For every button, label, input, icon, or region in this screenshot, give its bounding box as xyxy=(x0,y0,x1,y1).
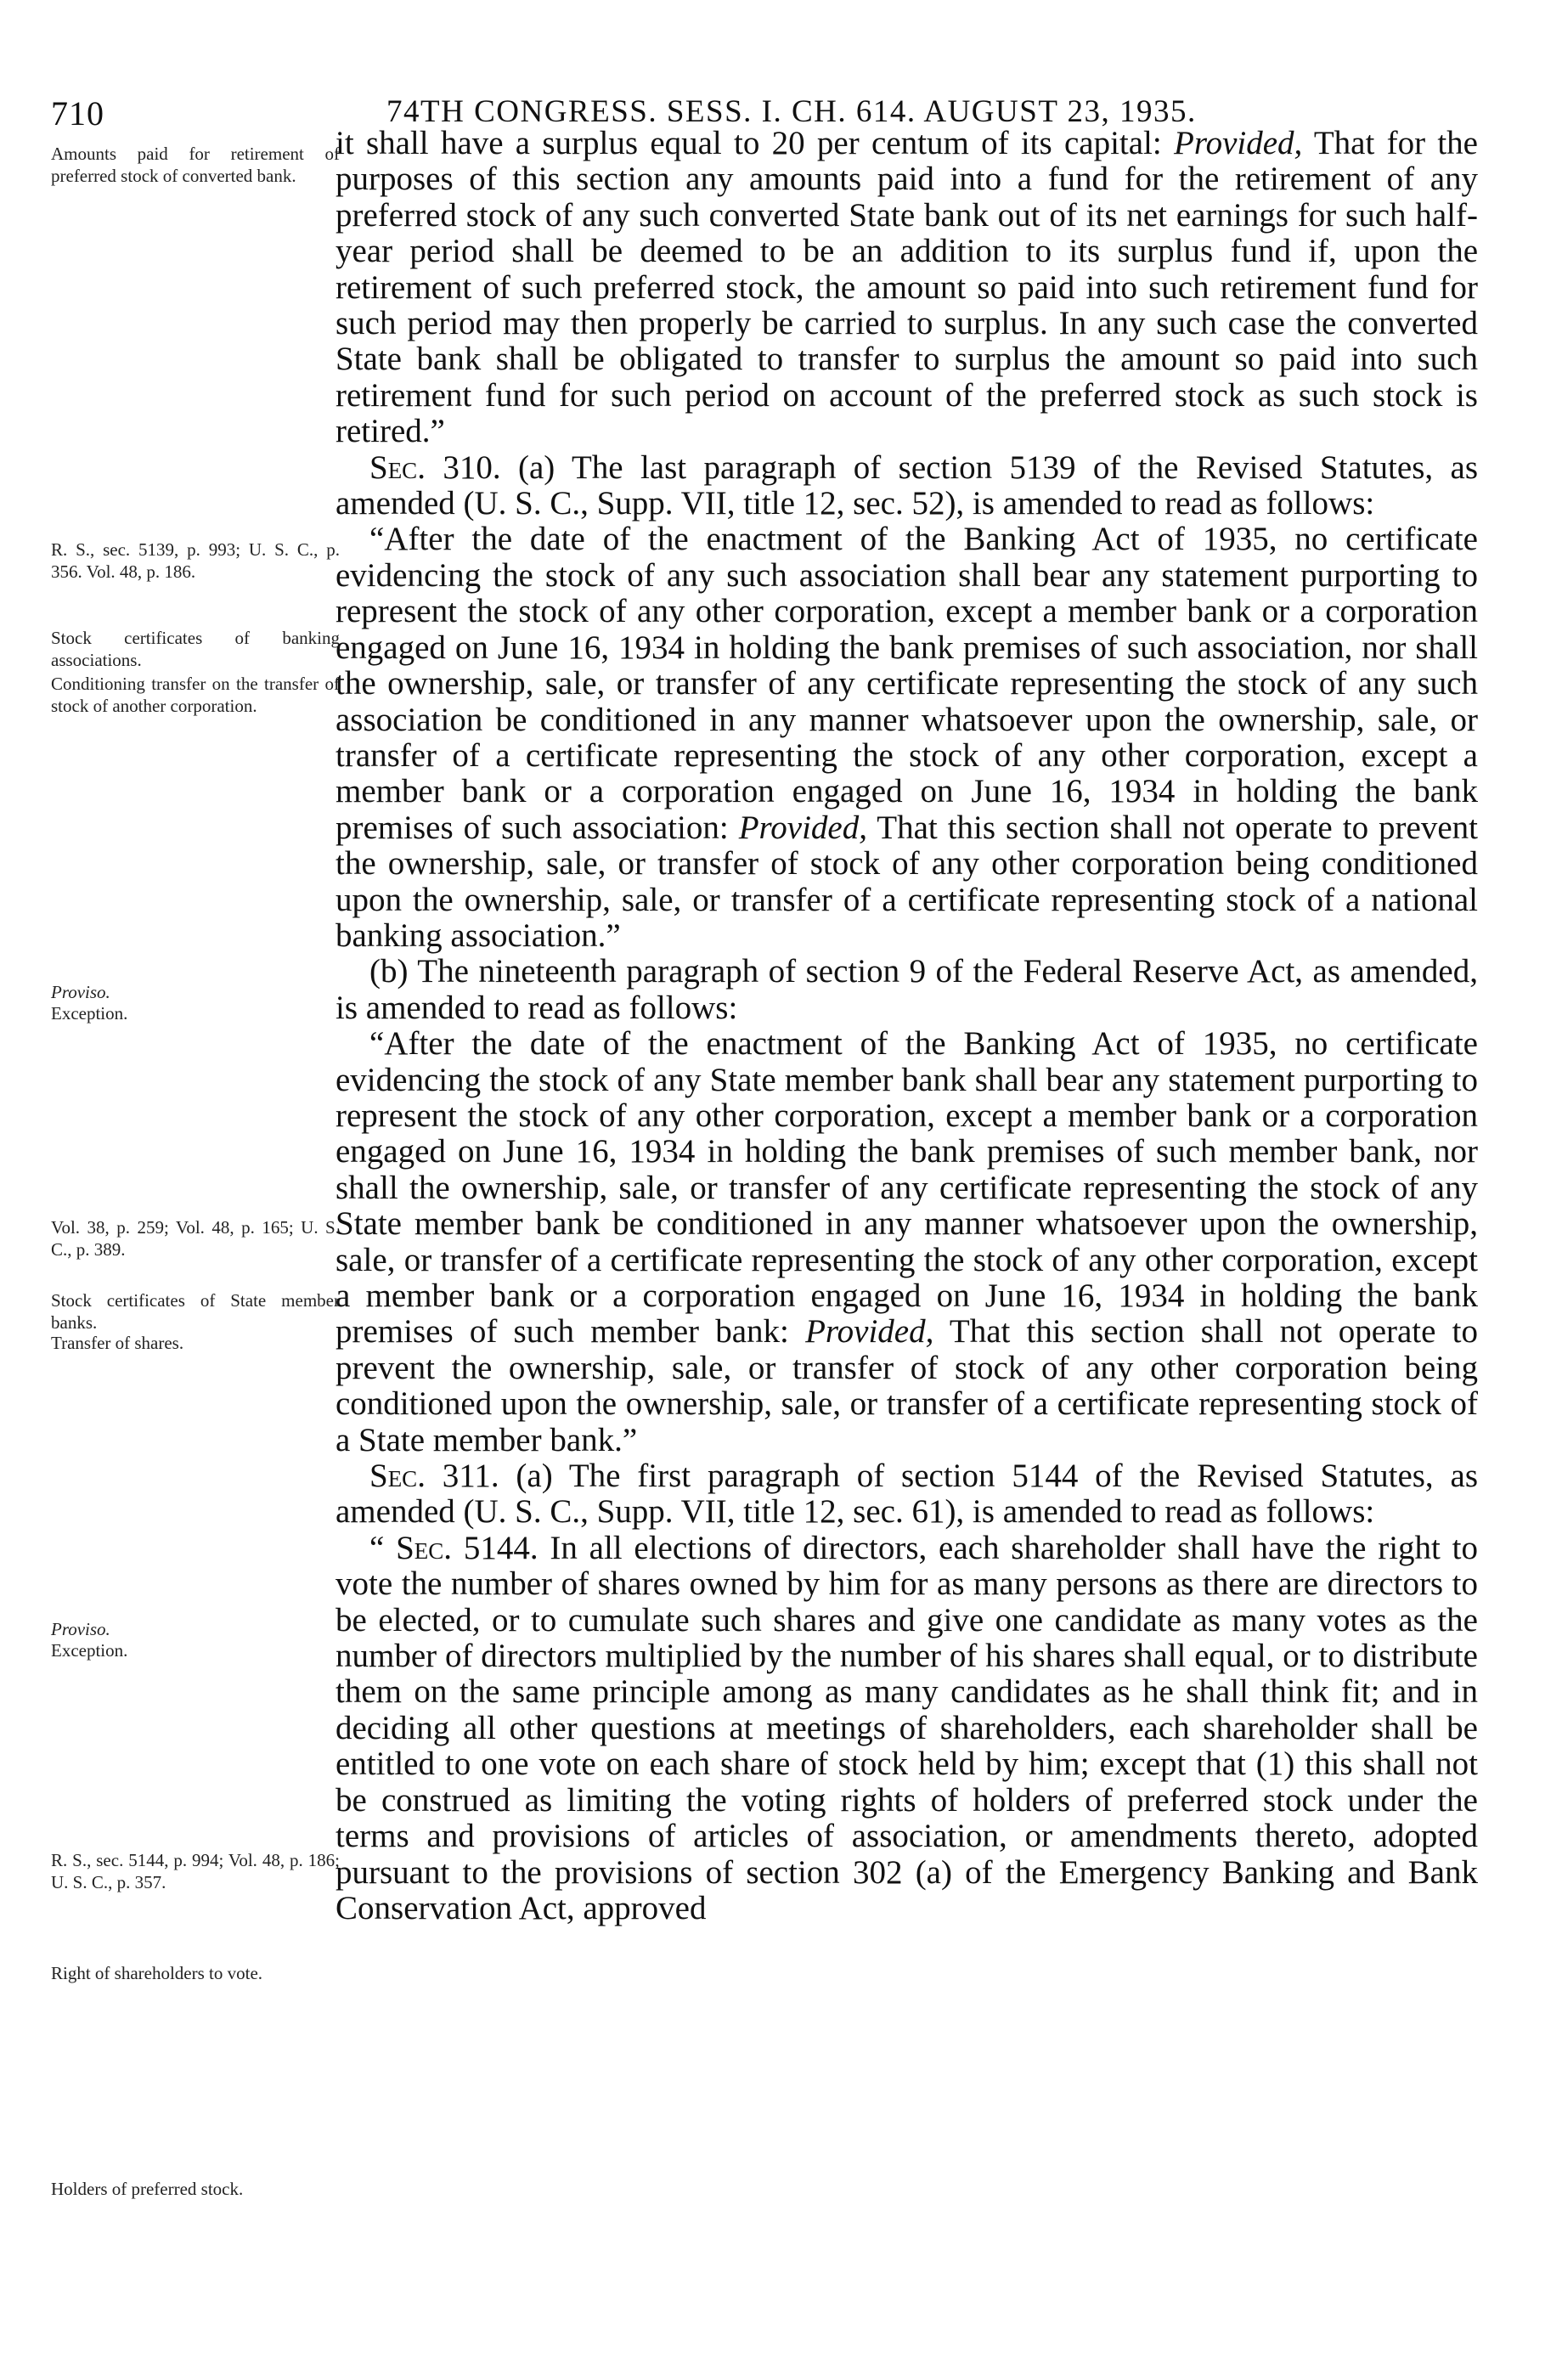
margin-note-exception-2: Exception. xyxy=(51,1640,128,1661)
margin-note-proviso-2: Proviso. xyxy=(51,1619,110,1639)
margin-note-rs-5139: R. S., sec. 5139, p. 993; U. S. C., p. 356. Vol. 48, p. 186. xyxy=(51,539,340,583)
paragraph-sec-5144: “ Sec. 5144. In all elections of directors, each shareholder shall have the right to vote the number of shares owned by him for as many persons as there are directors to be elected, or to cumulate such shares and give one candidate as many votes as the number of directors multiplied by the number of his shares shall equal, or to distribute them on the same principle among as many candidates as he shall think fit; and in deciding all other questions at meetings of shareholders, each shareholder shall be entitled to one vote on each share of stock held by him; except that (1) this shall not be construed as limiting the voting rights of holders of preferred stock under the terms and provisions of articles of association, or amendments thereto, adopted pursuant to the provisions of section 302 (a) of the Emergency Banking and Bank Conservation Act, approved xyxy=(336,1529,1478,1926)
paragraph-sec-310: Sec. 310. (a) The last paragraph of section 5139 of the Revised Statutes, as amended (U. S. C., Supp. VII, title 12, sec. 52), is amended to read as follows: xyxy=(336,448,1478,522)
paragraph-state-member-banks: “After the date of the enactment of the Banking Act of 1935, no certificate evidencing the stock of any State member bank shall bear any statement purporting to represent the stock of any other corporation, except a member bank or a corporation engaged on June 16, 1934 in holding the bank premises of such member bank, nor shall the ownership, sale, or transfer of any certificate representing the stock of any State member bank be conditioned in any manner whatsoever upon the ownership, sale, or transfer of a certificate representing the stock of any other corporation, except a member bank or a corporation engaged on June 16, 1934 in holding the bank premises of such member bank: Provided, That this section shall not operate to prevent the ownership, sale, or transfer of stock of any other corporation being conditioned upon the ownership, sale, or transfer of a certificate representing stock of a State member bank.” xyxy=(336,1025,1478,1458)
margin-note-rs-5144: R. S., sec. 5144, p. 994; Vol. 48, p. 186; U. S. C., p. 357. xyxy=(51,1850,340,1893)
paragraph-surplus: it shall have a surplus equal to 20 per centum of its capital: Provided, That for the purposes of this section any amounts paid into a fund for the retirement of any preferred stock of any such converted State bank out of its net earnings for such half-year period shall be deemed to be an addition to its surplus fund if, upon the retirement of such preferred stock, the amount so paid into such retirement fund for such period may then properly be carried to surplus. In any such case the converted State bank shall be obligated to transfer to surplus the amount so paid into such retirement fund for such period on account of the preferred stock as such stock is retired.” xyxy=(336,125,1478,450)
section-label-5144: “ Sec. 5144. xyxy=(369,1529,539,1566)
margin-note-proviso: Proviso. xyxy=(51,982,110,1002)
running-title: 74TH CONGRESS. SESS. I. CH. 614. AUGUST 23, 1935. xyxy=(386,94,1197,129)
margin-note-transfer-of-shares: Transfer of shares. xyxy=(51,1333,184,1353)
paragraph-sec-311: Sec. 311. (a) The first paragraph of section 5144 of the Revised Statutes, as amended (U. S. C., Supp. VII, title 12, sec. 61), is amended to read as follows: xyxy=(336,1458,1479,1531)
margin-note-stock-certificates: Stock certificates of banking associations. xyxy=(51,628,340,671)
margin-note-vol-38: Vol. 38, p. 259; Vol. 48, p. 165; U. S. C., p. 389. xyxy=(51,1217,340,1260)
margin-note-amounts-paid: Amounts paid for retirement of preferred stock of converted bank. xyxy=(51,144,340,187)
margin-note-right-to-vote: Right of shareholders to vote. xyxy=(51,1963,263,1983)
margin-note-exception: Exception. xyxy=(51,1003,128,1024)
statute-body xyxy=(336,126,1478,1926)
section-label-311: Sec. 311. xyxy=(369,1458,499,1495)
margin-note-state-member-banks: Stock certificates of State member banks. xyxy=(51,1290,340,1334)
margin-note-preferred-stock: Holders of preferred stock. xyxy=(51,2179,244,2199)
paragraph-banking-associations: “After the date of the enactment of the Banking Act of 1935, no certificate evidencing the stock of any such association shall bear any statement purporting to represent the stock of any other corporation, except a member bank or a corporation engaged on June 16, 1934 in holding the bank premises of such association, nor shall the ownership, sale, or transfer of any certificate representing the stock of any such association be conditioned in any manner whatsoever upon the ownership, sale, or transfer of a certificate representing the stock of any other corporation, except a member bank or a corporation engaged on June 16, 1934 in holding the bank premises of such association: Provided, That this section shall not operate to prevent the ownership, sale, or transfer of stock of any other corporation being conditioned upon the ownership, sale, or transfer of a certificate representing stock of a national banking association.” xyxy=(336,521,1479,954)
paragraph-federal-reserve: (b) The nineteenth paragraph of section 9 of the Federal Reserve Act, as amended, is amended to read as follows: xyxy=(336,953,1478,1026)
page-number: 710 xyxy=(51,94,104,133)
margin-note-conditioning-transfer: Conditioning transfer on the transfer of stock of another corporation. xyxy=(51,674,340,717)
section-label-310: Sec. 310. xyxy=(369,448,501,486)
